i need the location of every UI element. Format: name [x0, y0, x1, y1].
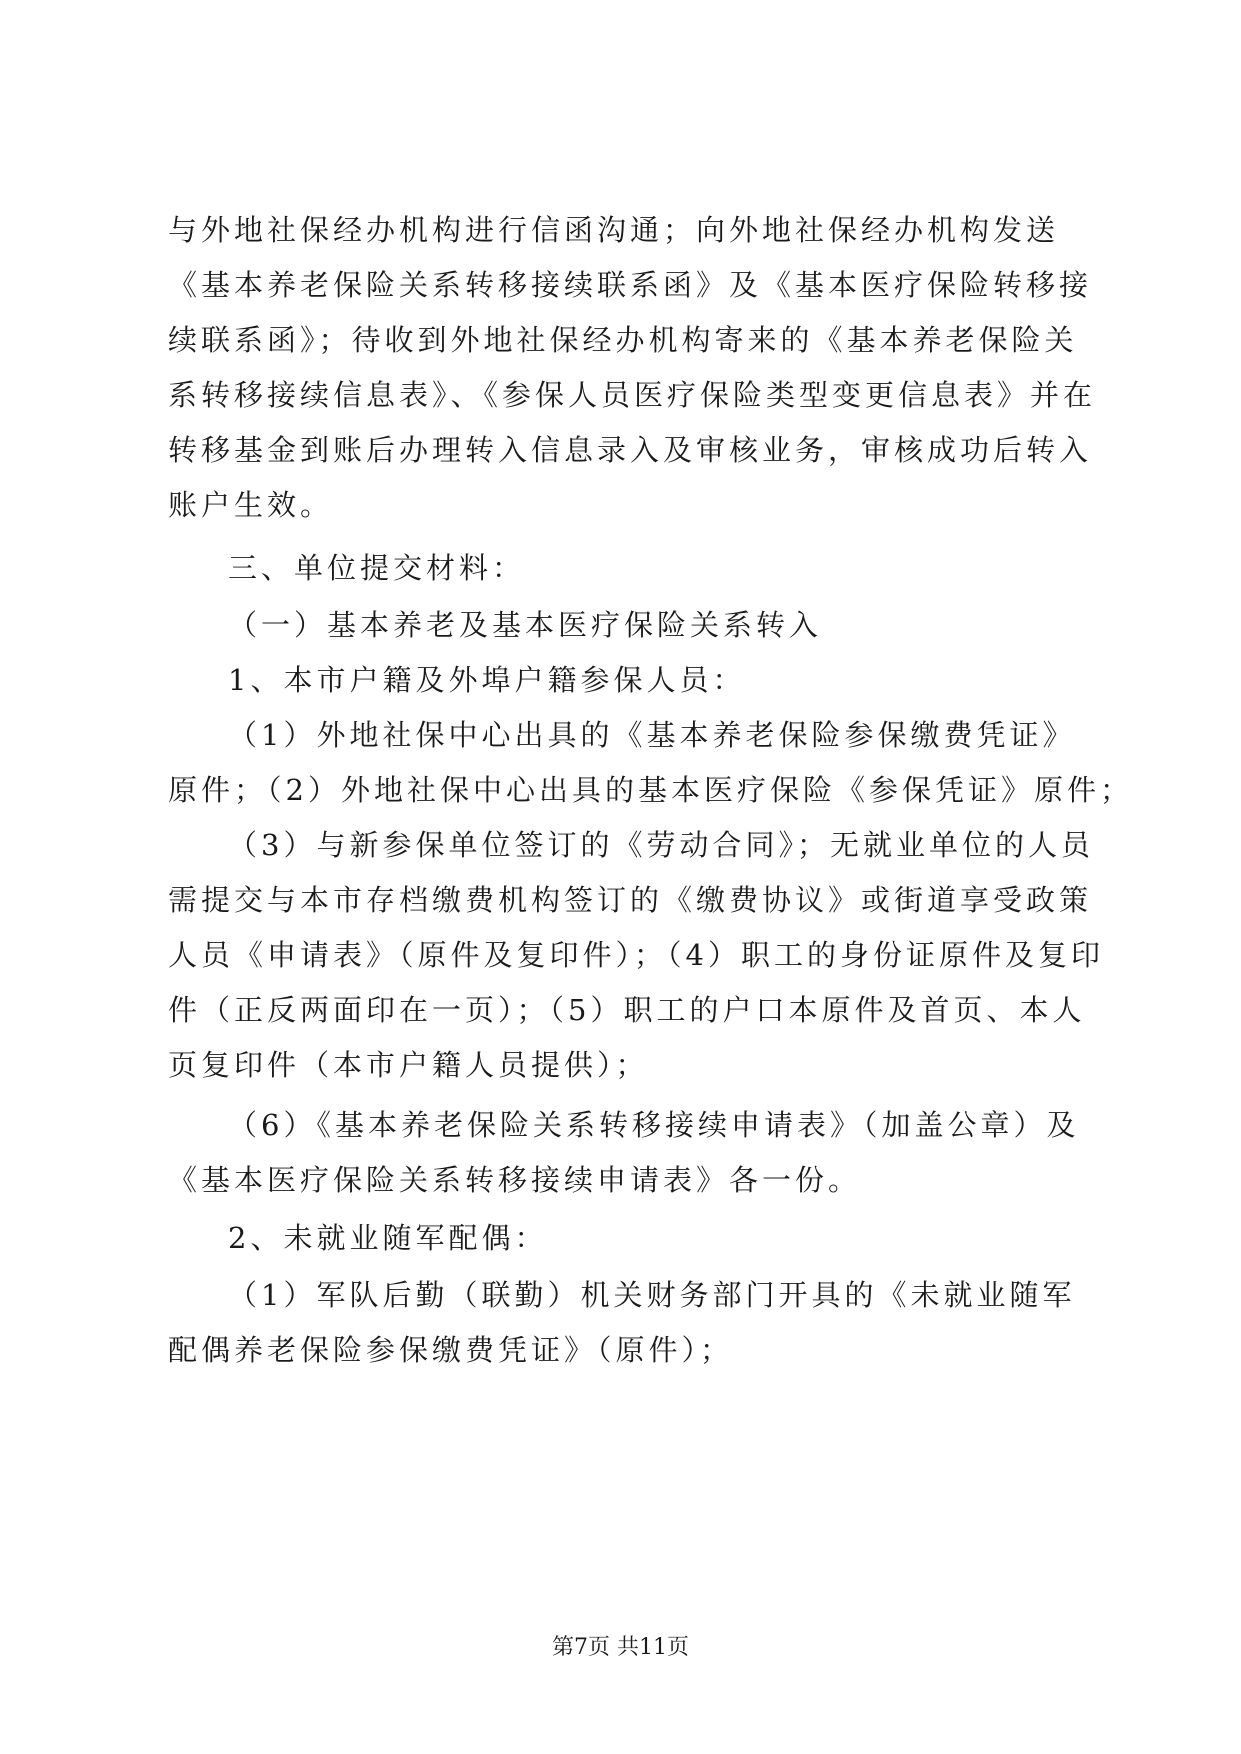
- section-heading: 三、单位提交材料：: [228, 551, 526, 585]
- paragraph-line: 转移基金到账后办理转入信息录入及审核业务，审核成功后转入: [168, 433, 1093, 467]
- paragraph-line: 人员《申请表》（原件及复印件）；（4）职工的身份证原件及复印: [168, 938, 1104, 972]
- list-heading: 2、未就业随军配偶：: [228, 1221, 548, 1255]
- paragraph-line: 《基本医疗保险关系转移接续申请表》各一份。: [168, 1163, 862, 1197]
- paragraph-line: （1）外地社保中心出具的《基本养老保险参保缴费凭证》: [228, 718, 1076, 752]
- subsection-heading: （一）基本养老及基本医疗保险关系转入: [228, 608, 823, 642]
- paragraph-line: 配偶养老保险参保缴费凭证》（原件）；: [168, 1333, 734, 1367]
- paragraph-line: 件（正反两面印在一页）；（5）职工的户口本原件及首页、本人: [168, 993, 1086, 1027]
- paragraph-line: 与外地社保经办机构进行信函沟通；向外地社保经办机构发送: [168, 213, 1060, 247]
- paragraph-line: 《基本养老保险关系转移接续联系函》及《基本医疗保险转移接: [168, 268, 1093, 302]
- paragraph-line: 原件；（2）外地社保中心出具的基本医疗保险《参保凭证》原件；: [168, 773, 1133, 807]
- paragraph-line: 需提交与本市存档缴费机构签订的《缴费协议》或街道享受政策: [168, 883, 1093, 917]
- paragraph-line: 续联系函》；待收到外地社保经办机构寄来的《基本养老保险关: [168, 323, 1078, 357]
- paragraph-line: 页复印件（本市户籍人员提供）；: [168, 1048, 649, 1082]
- paragraph-line: 系转移接续信息表》、《参保人员医疗保险类型变更信息表》并在: [168, 378, 1097, 412]
- paragraph-line: （6）《基本养老保险关系转移接续申请表》（加盖公章）及: [228, 1108, 1080, 1142]
- paragraph-line: （1）军队后勤（联勤）机关财务部门开具的《未就业随军: [228, 1278, 1076, 1312]
- paragraph-line: （3）与新参保单位签订的《劳动合同》；无就业单位的人员: [228, 828, 1094, 862]
- list-heading: 1、本市户籍及外埠户籍参保人员：: [228, 663, 746, 697]
- paragraph-line: 账户生效。: [168, 488, 334, 522]
- page-footer: 第7页 共11页: [552, 1635, 689, 1660]
